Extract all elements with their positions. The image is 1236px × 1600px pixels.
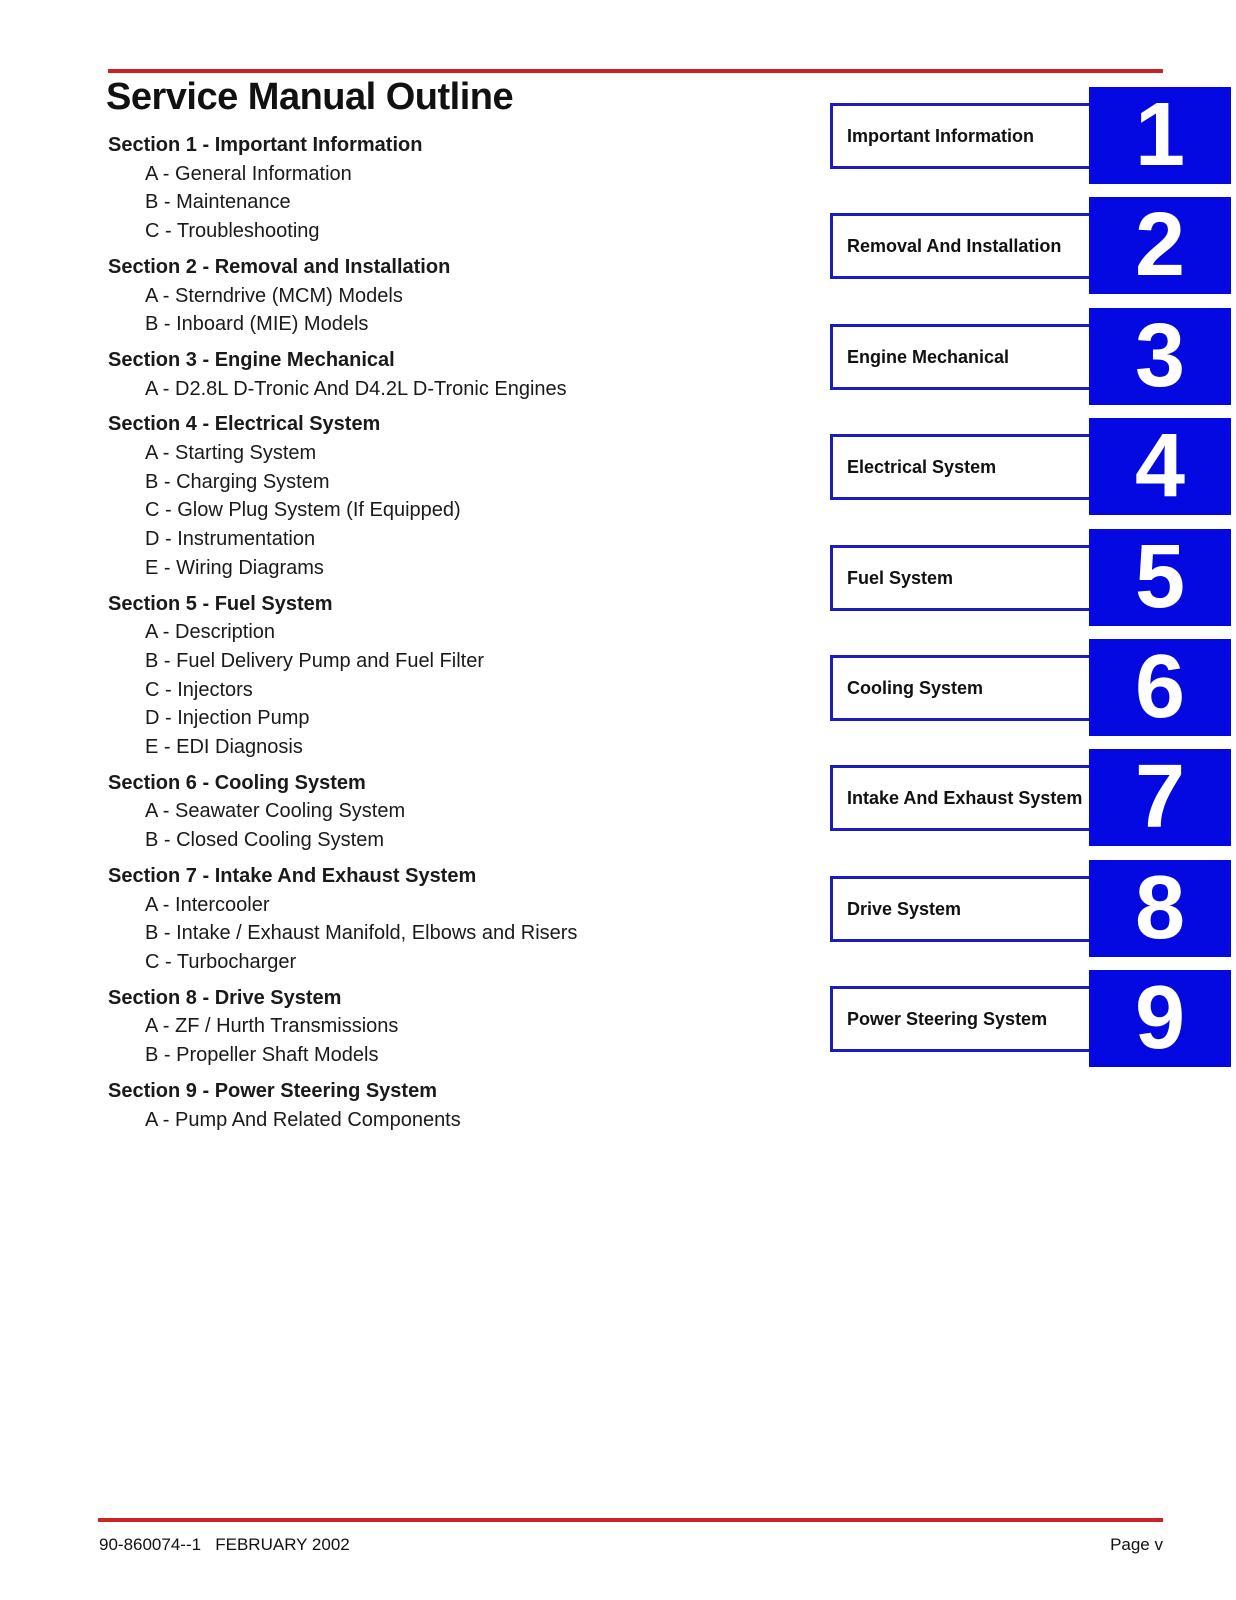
footer-page-number: Page v — [1110, 1535, 1163, 1554]
section-item: C - Injectors — [145, 678, 253, 701]
tab-label-box[interactable] — [830, 986, 1092, 1052]
tab-label-box[interactable] — [830, 765, 1092, 831]
section-item: C - Glow Plug System (If Equipped) — [145, 499, 461, 522]
tab-label-box[interactable] — [830, 434, 1092, 500]
tab-label: Intake And Exhaust System — [847, 787, 1083, 808]
section-item: C - Troubleshooting — [145, 220, 320, 243]
tab-number: 3 — [1134, 306, 1186, 406]
tab-label-box[interactable] — [830, 655, 1092, 721]
section-item: A - Pump And Related Components — [145, 1108, 461, 1131]
tab-label-box[interactable] — [830, 103, 1092, 169]
tab-label: Removal And Installation — [847, 235, 1062, 256]
tab-number-box[interactable] — [1089, 970, 1231, 1067]
section-item: E - EDI Diagnosis — [145, 736, 303, 759]
section-item: A - D2.8L D-Tronic And D4.2L D-Tronic Engines — [145, 377, 567, 400]
tab-number-box[interactable] — [1089, 418, 1231, 515]
section-item: A - Starting System — [145, 442, 317, 465]
section-item: E - Wiring Diagrams — [145, 556, 324, 579]
section-item: B - Propeller Shaft Models — [145, 1044, 379, 1067]
tab-number: 6 — [1134, 637, 1186, 737]
tab-number-box[interactable] — [1089, 308, 1231, 405]
section-heading: Section 9 - Power Steering System — [108, 1079, 437, 1102]
tab-number: 2 — [1134, 195, 1186, 295]
footer-doc-number: 90-860074--1 FEBRUARY 2002 — [99, 1535, 350, 1554]
tab-number-box[interactable] — [1089, 749, 1231, 846]
tab-label-box[interactable] — [830, 876, 1092, 942]
section-item: B - Intake / Exhaust Manifold, Elbows and Risers — [145, 922, 578, 945]
section-heading: Section 7 - Intake And Exhaust System — [108, 864, 477, 887]
tab-label: Drive System — [847, 898, 962, 919]
section-item: B - Closed Cooling System — [145, 829, 384, 852]
tab-number: 5 — [1134, 527, 1186, 627]
tab-number: 7 — [1134, 747, 1186, 847]
tab-number-box[interactable] — [1089, 197, 1231, 294]
section-heading: Section 2 - Removal and Installation — [108, 255, 451, 278]
tab-number-box[interactable] — [1089, 639, 1231, 736]
tab-number: 4 — [1134, 416, 1186, 516]
tab-label: Power Steering System — [847, 1008, 1048, 1029]
section-heading: Section 1 - Important Information — [108, 134, 423, 156]
tab-label: Electrical System — [847, 456, 997, 477]
tab-number: 9 — [1134, 968, 1186, 1068]
tab-label: Fuel System — [847, 567, 954, 588]
section-item: A - ZF / Hurth Transmissions — [145, 1015, 399, 1038]
section-heading: Section 3 - Engine Mechanical — [108, 348, 395, 371]
section-heading: Section 6 - Cooling System — [108, 771, 366, 794]
section-item: A - Sterndrive (MCM) Models — [145, 284, 403, 307]
page-title: Service Manual Outline — [106, 76, 514, 118]
tab-label: Important Information — [847, 125, 1034, 146]
tab-number: 1 — [1134, 85, 1186, 185]
section-item: A - Seawater Cooling System — [145, 800, 406, 823]
section-heading: Section 5 - Fuel System — [108, 592, 333, 615]
tab-label-box[interactable] — [830, 213, 1092, 279]
footer-rule — [98, 1518, 1163, 1522]
tab-number: 8 — [1134, 858, 1186, 958]
section-heading: Section 8 - Drive System — [108, 986, 342, 1009]
section-heading: Section 4 - Electrical System — [108, 413, 381, 436]
section-item: D - Instrumentation — [145, 528, 316, 551]
section-item: A - Intercooler — [145, 893, 270, 916]
tab-label: Engine Mechanical — [847, 346, 1010, 367]
section-item: B - Fuel Delivery Pump and Fuel Filter — [145, 649, 485, 672]
tab-number-box[interactable] — [1089, 87, 1231, 184]
tab-label-box[interactable] — [830, 324, 1092, 390]
section-item: A - General Information — [145, 162, 352, 185]
tab-label: Cooling System — [847, 677, 984, 698]
tab-number-box[interactable] — [1089, 860, 1231, 957]
section-item: B - Inboard (MIE) Models — [145, 313, 369, 336]
section-item: A - Description — [145, 621, 276, 644]
section-item: B - Maintenance — [145, 191, 291, 214]
section-item: C - Turbocharger — [145, 950, 297, 973]
section-item: B - Charging System — [145, 470, 330, 493]
section-item: D - Injection Pump — [145, 707, 310, 730]
tab-number-box[interactable] — [1089, 529, 1231, 626]
tab-label-box[interactable] — [830, 545, 1092, 611]
